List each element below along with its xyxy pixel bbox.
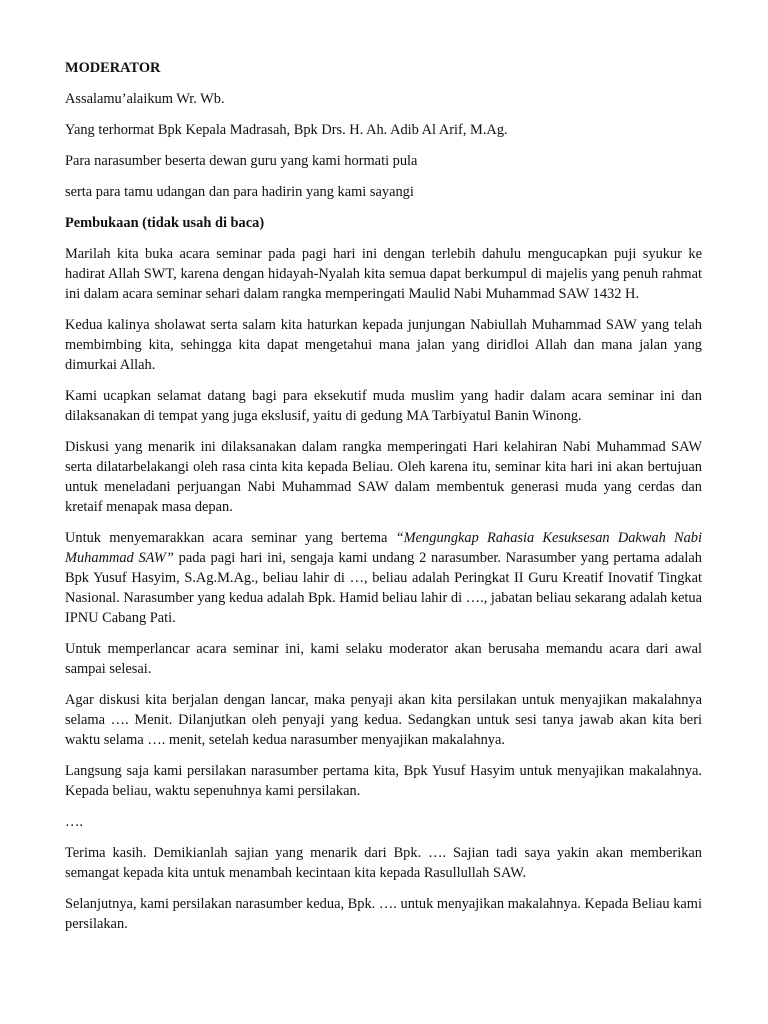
paragraph-first-speaker: Langsung saja kami persilakan narasumber pertama kita, Bpk Yusuf Hasyim untuk menyajikan makalahnya. Kepada beliau, waktu sepenuhnya kami persilakan. xyxy=(65,763,702,799)
address-line-speakers: Para narasumber beserta dewan guru yang kami hormati pula xyxy=(65,153,418,169)
address-line-principal: Yang terhormat Bpk Kepala Madrasah, Bpk Drs. H. Ah. Adib Al Arif, M.Ag. xyxy=(65,122,508,138)
paragraph-speakers-intro-rest: pada pagi hari ini, sengaja kami undang 2 narasumber. Narasumber yang pertama adalah Bpk Yusuf Hasyim, S.Ag.M.Ag., beliau lahir di …, beliau adalah Peringkat II Guru Kreatif Inovatif Tingkat Nasional. Narasumber yang kedua adalah Bpk. Hamid beliau lahir di …., jabatan beliau sekarang adalah ketua IPNU Cabang Pati. xyxy=(65,550,702,626)
paragraph-second-speaker: Selanjutnya, kami persilakan narasumber kedua, Bpk. …. untuk menyajikan makalahnya. Kepada Beliau kami persilakan. xyxy=(65,896,702,932)
address-line-guests: serta para tamu udangan dan para hadirin yang kami sayangi xyxy=(65,184,414,200)
paragraph-thanks: Terima kasih. Demikianlah sajian yang menarik dari Bpk. …. Sajian tadi saya yakin akan memberikan semangat kepada kita untuk menambah kecintaan kita kepada Rasullullah SAW. xyxy=(65,845,702,881)
paragraph-sholawat: Kedua kalinya sholawat serta salam kita haturkan kepada junjungan Nabiullah Muhammad SAW yang telah membimbing kita, sehingga kita dapat mengetahui mana jalan yang diridloi Allah dan mana jalan yang dimurkai Allah. xyxy=(65,317,702,373)
paragraph-purpose: Diskusi yang menarik ini dilaksanakan dalam rangka memperingati Hari kelahiran Nabi Muhammad SAW serta dilatarbelakangi oleh rasa cinta kita kepada Beliau. Oleh karena itu, seminar kita hari ini akan bertujuan untuk meneladani perjuangan Nabi Muhammad SAW dalam membentuk generasi muda yang cerdas dan kretaif menapak masa depan. xyxy=(65,439,702,515)
greeting-line: Assalamu’alaikum Wr. Wb. xyxy=(65,91,225,107)
document-title: MODERATOR xyxy=(65,60,161,76)
section-heading-opening: Pembukaan (tidak usah di baca) xyxy=(65,215,265,231)
seminar-theme: “Mengungkap Rahasia Kesuksesan Dakwah Nabi Muhammad SAW” xyxy=(65,530,702,566)
paragraph-opening-gratitude: Marilah kita buka acara seminar pada pagi hari ini dengan terlebih dahulu mengucapkan puji syukur ke hadirat Allah SWT, karena dengan hidayah-Nyalah kita semua dapat berkumpul di majelis yang penuh rahmat ini dalam acara seminar sehari dalam rangka memperingati Maulid Nabi Muhammad SAW 1432 H. xyxy=(65,246,702,302)
paragraph-speakers-intro-lead: Untuk menyemarakkan acara seminar yang bertema xyxy=(65,530,396,546)
document-page xyxy=(65,58,702,945)
paragraph-moderator-role: Untuk memperlancar acara seminar ini, kami selaku moderator akan berusaha memandu acara dari awal sampai selesai. xyxy=(65,641,702,677)
paragraph-welcome: Kami ucapkan selamat datang bagi para eksekutif muda muslim yang hadir dalam acara seminar ini dan dilaksanakan di tempat yang juga ekslusif, yaitu di gedung MA Tarbiyatul Banin Winong. xyxy=(65,388,702,424)
paragraph-time-rules: Agar diskusi kita berjalan dengan lancar, maka penyaji akan kita persilakan untuk menyajikan makalahnya selama …. Menit. Dilanjutkan oleh penyaji yang kedua. Sedangkan untuk sesi tanya jawab akan kita beri waktu selama …. menit, setelah kedua narasumber menyajikan makalahnya. xyxy=(65,692,702,748)
paragraph-ellipsis: …. xyxy=(65,814,83,830)
paragraph-speakers-intro xyxy=(65,528,702,628)
